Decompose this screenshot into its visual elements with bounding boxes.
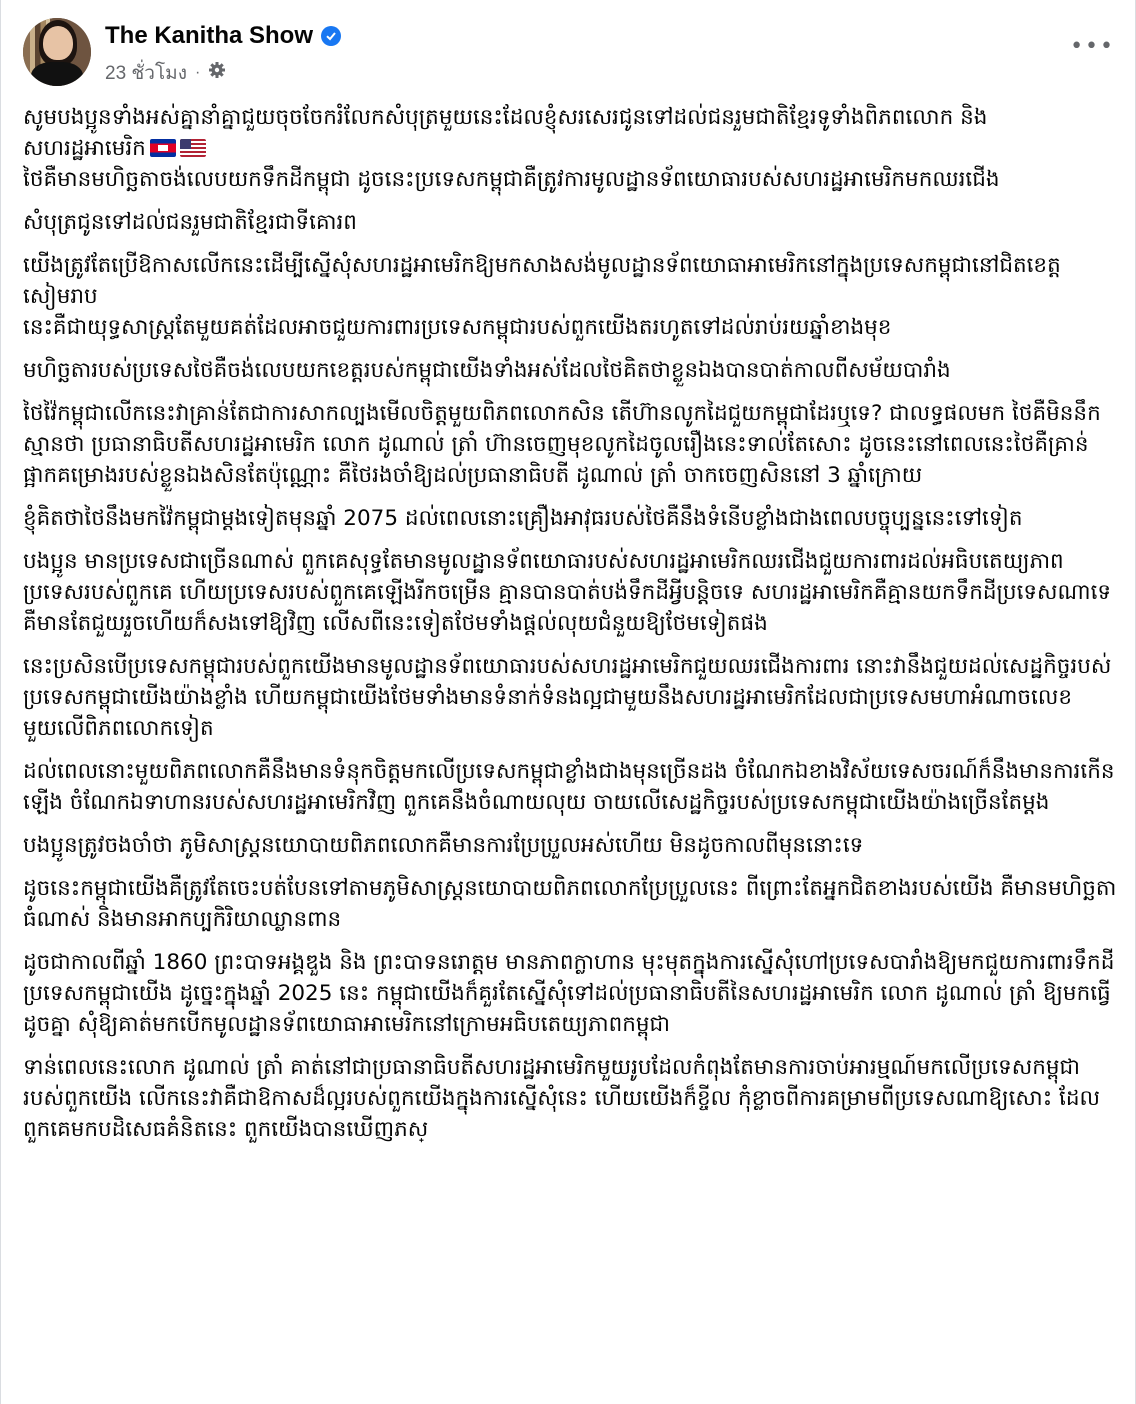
post-paragraph: នេះប្រសិនបើប្រទេសកម្ពុជារបស់ពួកយើងមានមូលដ្ឋានទ័ពយោធារបស់សហរដ្ឋអាមេរិកជួយឈរជើងការពារ នោះវានឹងជួយដល់សេដ្ឋកិច្ចរបស់ប្រទេសកម្ពុជាយើងយ៉ាងខ្លាំង ហើយកម្ពុជាយើងថែមទាំងមានទំនាក់ទំនងល្អជាមួយនឹងសហរដ្ឋអាមេរិកដែលជាប្រទេសមហាអំណាចលេខមួយលើពិភពលោកទៀត <box>23 654 1112 741</box>
verified-badge-icon <box>321 26 341 46</box>
avatar-body <box>31 62 83 86</box>
post-paragraph: ដូចជាកាលពីឆ្នាំ 1860 ព្រះបាទអង្គឌួង និង ព្រះបាទនរោត្តម មានភាពក្លាហាន មុះមុតក្នុងការស្នើសុំហៅប្រទេសបារាំងឱ្យមកជួយការពារទឹកដីប្រទេសកម្ពុជាយើង ដូច្នេះក្នុងឆ្នាំ 2025 នេះ កម្ពុជាយើងក៏គួរតែស្នើសុំទៅដល់ប្រធានាធិបតីនៃសហរដ្ឋអាមេរិក លោក ដូណាល់ ត្រាំ ឱ្យមកធ្វើដូចគ្នា សុំឱ្យគាត់មកបើកមូលដ្ឋានទ័ពយោធាអាមេរិកនៅក្រោមអធិបតេយ្យភាពកម្ពុជា <box>23 950 1115 1037</box>
post-header <box>23 18 1115 88</box>
us-flag-icon <box>180 139 206 157</box>
post-paragraph: ដូចនេះកម្ពុជាយើងគឺត្រូវតែចេះបត់បែនទៅតាមភូមិសាស្ត្រនយោបាយពិភពលោកប្រែប្រួលនេះ ពីព្រោះតែអ្នកជិតខាងរបស់យើង គឺមានមហិច្ឆតាធំណាស់ និងមានអាកប្បកិរិយាឈ្លានពាន <box>23 876 1117 932</box>
gear-icon[interactable] <box>208 61 226 85</box>
page-avatar[interactable] <box>23 18 91 86</box>
name-row <box>105 22 341 50</box>
post-meta <box>105 58 226 88</box>
more-options-button[interactable]: ••• <box>1070 34 1115 59</box>
post-paragraph: ថៃវ៉ៃកម្ពុជាលើកនេះវាគ្រាន់តែជាការសាកល្បងមើលចិត្តមួយពិភពលោកសិន តើហ៊ានលូកដៃជួយកម្ពុជាដែរឬទេ? ជាលទ្ធផលមក ថៃគឺមិននឹកស្មានថា ប្រធានាធិបតីសហរដ្ឋអាមេរិក លោក ដូណាល់ ត្រាំ ហ៊ានចេញមុខលូកដៃចូលរឿងនេះទាល់តែសោះ ដូចនេះនៅពេលនេះថៃគឺគ្រាន់ផ្អាកគម្រោងរបស់ខ្លួនឯងសិនតែប៉ុណ្ណោះ គឺថៃរងចាំឱ្យដល់ប្រធានាធិបតី ដូណាល់ ត្រាំ ចាកចេញសិននៅ 3 ឆ្នាំក្រោយ <box>23 401 1101 488</box>
post-paragraph: ដល់ពេលនោះមួយពិភពលោកគឺនឹងមានទំនុកចិត្តមកលើប្រទេសកម្ពុជាខ្លាំងជាងមុនច្រើនដង ចំណែកឯខាងវិស័យទេសចរណ៍ក៏នឹងមានការកើនឡើង ចំណែកឯទាហានរបស់សហរដ្ឋអាមេរិកវិញ ពួកគេនឹងចំណាយលុយ ចាយលើសេដ្ឋកិច្ចរបស់ប្រទេសកម្ពុជាយើងយ៉ាងច្រើនតែម្តង <box>23 759 1115 815</box>
post-paragraph <box>23 102 1117 195</box>
cambodia-flag-icon <box>150 139 176 157</box>
meta-separator: · <box>194 64 201 81</box>
post-paragraph: ទាន់ពេលនេះលោក ដូណាល់ ត្រាំ គាត់នៅជាប្រធានាធិបតីសហរដ្ឋអាមេរិកមួយរូបដែលកំពុងតែមានការចាប់អារម្មណ៍មកលើប្រទេសកម្ពុជារបស់ពួកយើង លើកនេះវាគឺជាឱកាសដ៏ល្អរបស់ពួកយើងក្នុងការស្នើសុំនេះ ហើយយើងក៏ខ្ចីល កុំខ្លាចពីការគម្រាមពីប្រទេសណាឱ្យសោះ ដែលពួកគេមកបដិសេធគំនិតនេះ ពួកយើងបានឃើញភស្ <box>23 1055 1100 1142</box>
avatar-face <box>43 26 73 60</box>
post-paragraph: បងប្អូនត្រូវចងចាំថា ភូមិសាស្ត្រនយោបាយពិភពលោកគឺមានការប្រែប្រួលអស់ហើយ មិនដូចកាលពីមុននោះទេ <box>23 833 864 858</box>
post-paragraph <box>23 250 1117 343</box>
post-paragraph: មហិច្ឆតារបស់ប្រទេសថៃគឺចង់លេបយកខេត្តរបស់កម្ពុជាយើងទាំងអស់ដែលថៃគិតថាខ្លួនឯងបានបាត់កាលពីសម័យបារាំង <box>23 358 951 383</box>
paragraph-text: ថៃគឺមានមហិច្ឆតាចង់លេបយកទឹកដីកម្ពុជា ដូចនេះប្រទេសកម្ពុជាគឺត្រូវការមូលដ្ឋានទ័ពយោធារបស់សហរដ្ឋអាមេរិកមកឈរជើង <box>23 167 1000 192</box>
paragraph-text: សូមបងប្អូនទាំងអស់គ្នានាំគ្នាជួយចុចចែករំលែកសំបុត្រមួយនេះដែលខ្ញុំសរសេរជូនទៅដល់ជនរួមជាតិខ្មែរទូទាំងពិភពលោក និង សហរដ្ឋអាមេរិក <box>23 105 988 161</box>
paragraph-text: នេះគឺជាយុទ្ធសាស្ត្រតែមួយគត់ដែលអាចជួយការពារប្រទេសកម្ពុជារបស់ពួកយើងតរហូតទៅដល់រាប់រយឆ្នាំខាងមុខ <box>23 315 892 340</box>
paragraph-text: យើងត្រូវតែប្រើឱកាសលើកនេះដើម្បីស្នើសុំសហរដ្ឋអាមេរិកឱ្យមកសាងសង់មូលដ្ឋានទ័ពយោធាអាមេរិកនៅក្នុងប្រទេសកម្ពុជានៅជិតខេត្តសៀមរាប <box>23 253 1061 309</box>
post-body <box>23 102 1117 1157</box>
post-paragraph: ខ្ញុំគិតថាថៃនឹងមកវ៉ៃកម្ពុជាម្តងទៀតមុនឆ្នាំ 2075 ដល់ពេលនោះគ្រឿងអាវុធរបស់ថៃគឺនឹងទំនើបខ្លាំងជាងពេលបច្ចុប្បន្ននេះទៅទៀត <box>23 506 1023 531</box>
page-name[interactable]: The Kanitha Show <box>105 22 314 49</box>
post-paragraph: បងប្អូន មានប្រទេសជាច្រើនណាស់ ពួកគេសុទ្ធតែមានមូលដ្ឋានទ័ពយោធារបស់សហរដ្ឋអាមេរិកឈរជើងជួយការពារដល់អធិបតេយ្យភាពប្រទេសរបស់ពួកគេ ហើយប្រទេសរបស់ពួកគេឡើងរីកចម្រើន គ្មានបានបាត់បង់ទឹកដីអ្វីបន្តិចទេ សហរដ្ឋអាមេរិកគឺគ្មានយកទឹកដីប្រទេសណាទេ គឺមានតែជួយរួចហើយក៏សងទៅឱ្យវិញ លើសពីនេះទៀតថែមទាំងផ្តល់លុយជំនួយឱ្យថែមទៀតផង <box>23 549 1112 636</box>
post-timestamp[interactable]: 23 ชั่วโมง <box>105 63 187 84</box>
post-paragraph: សំបុត្រជូនទៅដល់ជនរួមជាតិខ្មែរជាទីគោរព <box>23 210 357 235</box>
